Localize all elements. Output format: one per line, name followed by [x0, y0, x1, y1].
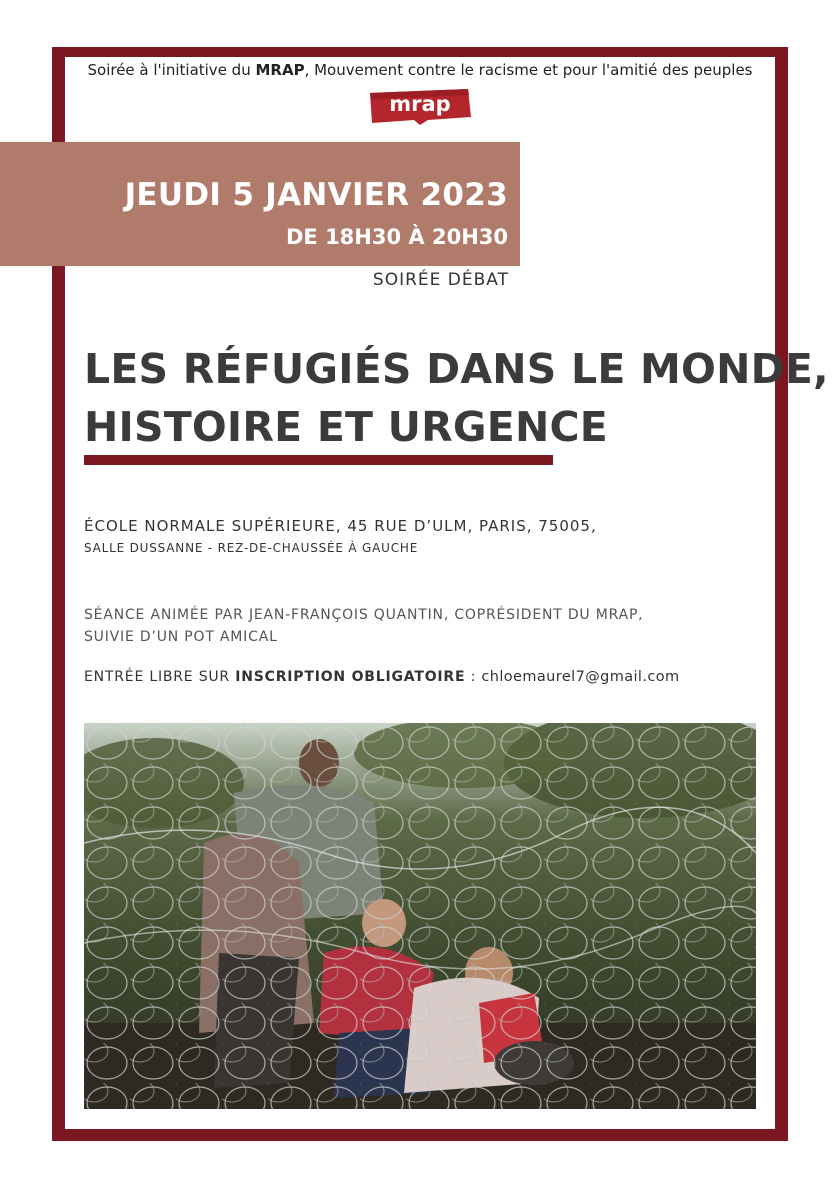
venue-room: SALLE DUSSANNE - REZ-DE-CHAUSSÉE À GAUCHE [84, 541, 419, 555]
refugees-photo [84, 723, 756, 1109]
host-info [84, 604, 643, 648]
registration-separator: : [465, 669, 482, 685]
initiative-org: MRAP [255, 61, 305, 79]
title-line-1: LES RÉFUGIÉS DANS LE MONDE, [84, 345, 829, 393]
event-type: SOIRÉE DÉBAT [372, 270, 509, 290]
mrap-logo [368, 87, 472, 127]
initiative-prefix: Soirée à l'initiative du [87, 61, 256, 79]
registration-emphasis: INSCRIPTION OBLIGATOIRE [235, 669, 466, 685]
title-underline [84, 455, 553, 465]
initiative-line [64, 61, 776, 79]
title-line-2: HISTOIRE ET URGENCE [84, 403, 609, 451]
host-line-1: SÉANCE ANIMÉE PAR JEAN-FRANÇOIS QUANTIN, COPRÉSIDENT DU MRAP, [84, 607, 644, 623]
logo-text: mrap [389, 92, 451, 116]
registration-line [84, 669, 680, 685]
registration-prefix: ENTRÉE LIBRE SUR [84, 669, 236, 685]
event-time: DE 18H30 À 20H30 [285, 225, 508, 249]
event-date: JEUDI 5 JANVIER 2023 [124, 177, 508, 213]
registration-email[interactable]: chloemaurel7@gmail.com [481, 669, 680, 685]
initiative-suffix: , Mouvement contre le racisme et pour l'amitié des peuples [304, 61, 753, 79]
date-band [0, 142, 520, 266]
event-title [84, 340, 829, 456]
host-line-2: SUIVIE D’UN POT AMICAL [84, 629, 278, 645]
venue-address: ÉCOLE NORMALE SUPÉRIEURE, 45 RUE D’ULM, PARIS, 75005, [84, 517, 597, 535]
